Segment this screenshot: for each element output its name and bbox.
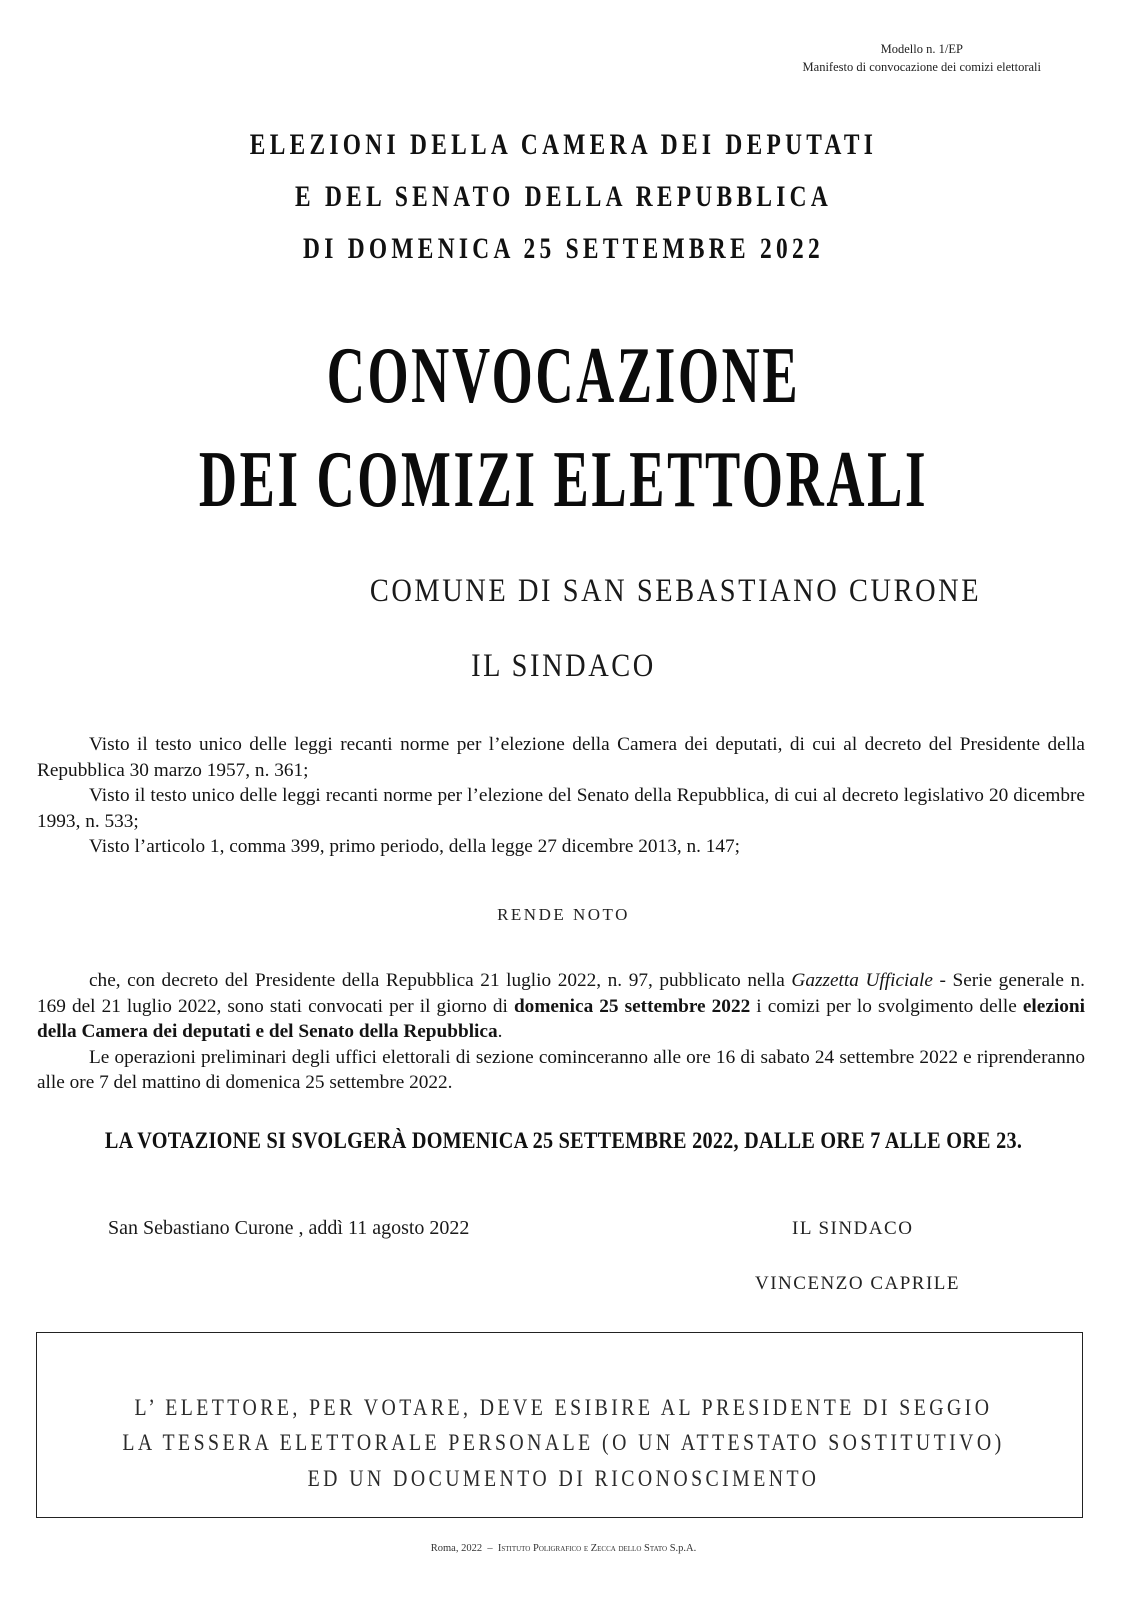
model-description: Manifesto di convocazione dei comizi elettorali [802,60,1041,74]
announcement [37,968,1085,1096]
signatory-role: IL SINDACO [792,1218,914,1239]
announcement-text: . [497,1021,503,1042]
announcement-paragraph: Le operazioni preliminari degli uffici elettorali di sezione cominceranno alle ore 16 di sabato 24 settembre 2022 e riprenderanno alle ore 7 del mattino di domenica 25 settembre 2022. [37,1046,1085,1093]
document-title-line-2: DEI COMIZI ELETTORALI [198,436,929,524]
announcement-text: - Serie generale n. 169 del 21 luglio 2022, sono stati convocati per il giorno di [37,970,1085,1017]
header-line-2: E DEL SENATO DELLA REPUBBLICA [294,180,833,213]
footer-place-year: Roma, 2022 [430,1543,483,1554]
election-date: domenica 25 settembre 2022 [513,995,751,1017]
printer-footer [0,1543,1127,1554]
document-title-line-1: CONVOCAZIONE [326,332,801,420]
model-reference [803,40,1041,76]
preamble-paragraph: Visto l’articolo 1, comma 399, primo periodo, della legge 27 dicembre 2013, n. 147; [89,836,741,857]
rende-noto-heading: RENDE NOTO [497,905,630,924]
header-line-3: DI DOMENICA 25 SETTEMBRE 2022 [303,232,824,265]
municipality-name: COMUNE DI SAN SEBASTIANO CURONE [369,573,982,609]
announcement-text: i comizi per lo svolgimento delle [750,995,1023,1017]
voter-notice-line-3: ED UN DOCUMENTO DI RICONOSCIMENTO [307,1466,820,1491]
footer-suffix: S.p.A. [669,1543,697,1554]
place-and-date: San Sebastiano Curone , addì 11 agosto 2022 [108,1217,470,1239]
announcement-paragraph [37,968,1085,1045]
footer-publisher: Istituto Poligrafico e Zecca dello Stato [497,1543,668,1554]
preamble-paragraph: Visto il testo unico delle leggi recanti norme per l’elezione del Senato della Repubblica, di cui al decreto legislativo 20 dicembre 1993, n. 533; [37,785,1085,832]
footer-dash: – [487,1543,493,1554]
signatory-name: VINCENZO CAPRILE [755,1273,961,1294]
header-line-1: ELEZIONI DELLA CAMERA DEI DEPUTATI [249,128,878,161]
election-type: elezioni della Camera dei deputati e del Senato della Repubblica [37,995,1085,1042]
model-code: Modello n. 1/EP [880,42,963,56]
voter-notice-line-2: LA TESSERA ELETTORALE PERSONALE (O UN ATTESTATO SOSTITUTIVO) [122,1430,1005,1455]
announcement-text: che, con decreto del Presidente della Repubblica 21 luglio 2022, n. 97, pubblicato nella [89,970,792,991]
authority-heading: IL SINDACO [471,648,656,684]
gazzetta-ufficiale: Gazzetta Ufficiale [791,970,933,991]
voting-hours: LA VOTAZIONE SI SVOLGERÀ DOMENICA 25 SETTEMBRE 2022, DALLE ORE 7 ALLE ORE 23. [104,1128,1023,1154]
preamble [37,732,1085,860]
voter-notice-line-1: L’ ELETTORE, PER VOTARE, DEVE ESIBIRE AL PRESIDENTE DI SEGGIO [134,1395,993,1420]
preamble-paragraph: Visto il testo unico delle leggi recanti norme per l’elezione della Camera dei deputati, di cui al decreto del Presidente della Repubblica 30 marzo 1957, n. 361; [37,734,1085,781]
